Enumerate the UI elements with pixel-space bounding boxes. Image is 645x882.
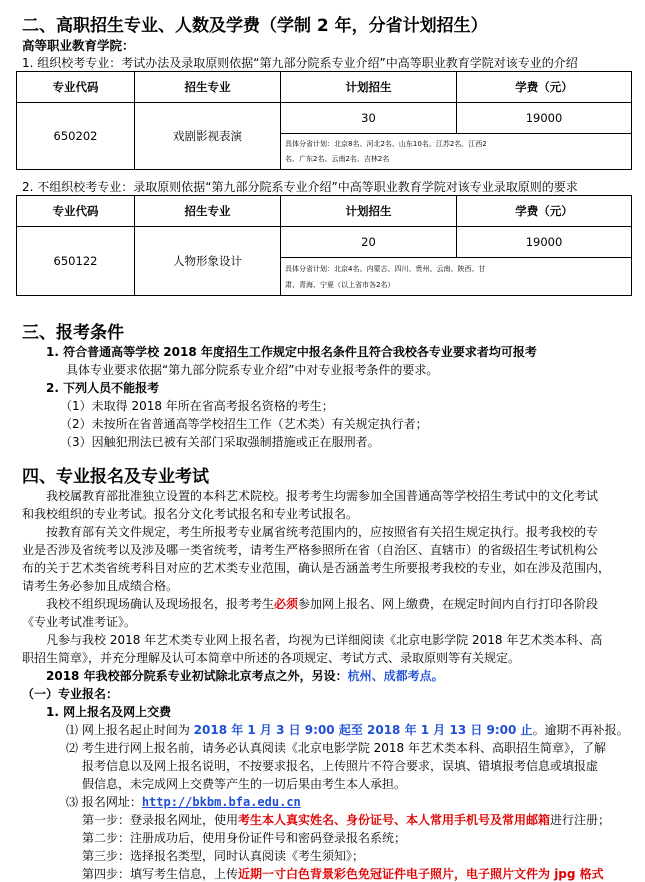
plan-table-1	[16, 71, 632, 170]
condition-2-c: （3）因触犯刑法已被有关部门采取强制措施或正在服刑者。	[60, 435, 380, 449]
header-major: 招生专业	[135, 196, 281, 227]
condition-1: 1. 符合普通高等学校 2018 年度招生工作规定中报名条件且符合我校各专业要求者均可报考	[46, 345, 537, 359]
condition-2-a: （1）未取得 2018 年所在省高考报名资格的考生；	[60, 399, 334, 413]
header-code: 专业代码	[17, 196, 135, 227]
paragraph-line: 《专业考试准考证》。	[22, 615, 137, 629]
paragraph-line: ⑵ 考生进行网上报名前，请务必认真阅读《北京电影学院 2018 年艺术类本科、高职招生简章》，了解	[66, 741, 606, 755]
paragraph-line: 职招生简章》，并充分理解及认可本简章中所述的各项规定、考试方式、录取原则等有关规定。	[22, 651, 521, 665]
plan-table-2	[16, 195, 632, 296]
paragraph-line: 请考生务必参加且成绩合格。	[22, 579, 179, 593]
paragraph-line: 我校属教育部批准独立设置的本科艺术院校。报考考生均需参加全国普通高等学校招生考试中的文化考试	[46, 489, 599, 503]
paragraph-line	[46, 595, 598, 612]
registration-url-link[interactable]: http://bkbm.bfa.edu.cn	[141, 795, 301, 809]
text: 第四步：填写考生信息，上传	[82, 867, 239, 881]
cell-province-plan	[281, 134, 632, 170]
text: ⑶ 报名网址：	[66, 795, 142, 809]
exam-site-note	[46, 667, 444, 684]
header-plan: 计划招生	[281, 196, 457, 227]
province-plan-line: 名、广东2名、云南2名、吉林2名	[285, 154, 390, 163]
cell-fee: 19000	[457, 103, 632, 134]
college-label: 高等职业教育学院：	[22, 38, 135, 53]
text: ⑴ 网上报名起止时间为	[66, 723, 194, 737]
condition-2-b: （2）未按所在省普通高等学校招生工作（艺术类）有关规定执行者；	[60, 417, 428, 431]
cell-province-plan	[281, 258, 632, 296]
cell-code: 650122	[17, 227, 135, 296]
header-fee: 学费（元）	[457, 72, 632, 103]
text: 进行注册；	[550, 813, 611, 827]
province-plan-line: 具体分省计划：北京8名、河北2名、山东10名、江苏2名、江西2	[285, 139, 487, 148]
paragraph-line: 和我校组织的专业考试。报名分文化考试报名和专业考试报名。	[22, 507, 359, 521]
paragraph-line: 布的关于艺术类省统考科目对应的艺术类专业范围，确认是否涵盖考生所要报考我校的专业，如在涉及范围内，	[22, 561, 611, 575]
paragraph-no-campus-exam: 2. 不组织校考专业：录取原则依据“第九部分院系专业介绍”中高等职业教育学院对该专业录取原则的要求	[22, 180, 578, 194]
cell-plan: 30	[281, 103, 457, 134]
step-3: 第三步：选择报名类型，同时认真阅读《考生须知》；	[82, 849, 365, 863]
cell-major: 戏剧影视表演	[135, 103, 281, 170]
cell-plan: 20	[281, 227, 457, 258]
province-plan-line: 具体分省计划：北京4名、内蒙古、四川、贵州、云南、陕西、甘	[285, 264, 486, 273]
step-4	[82, 865, 604, 882]
online-registration-heading: 1. 网上报名及网上交费	[46, 705, 172, 719]
header-plan: 计划招生	[281, 72, 457, 103]
paragraph-campus-exam: 1. 组织校考专业：考试办法及录取原则依据“第九部分院系专业介绍”中高等职业教育学院对该专业的介绍	[22, 56, 578, 70]
province-plan-line: 肃、青海、宁夏（以上省市各2名）	[285, 280, 395, 289]
text: 参加网上报名、网上缴费，在规定时间内自行打印各阶段	[298, 597, 599, 611]
header-code: 专业代码	[17, 72, 135, 103]
paragraph-line: 假信息，未完成网上交费等产生的一切后果由考生本人承担。	[82, 777, 407, 791]
header-major: 招生专业	[135, 72, 281, 103]
text: 。逾期不再补报。	[532, 723, 629, 737]
paragraph-line: 业是否涉及省统考以及涉及哪一类省统考，请考生严格参照所在省（自治区、直辖市）的省级招生考试机构公	[22, 543, 599, 557]
paragraph-line: 报考信息以及网上报名说明，不按要求报名，上传照片不符合要求，误填、错填报考信息或填报虚	[82, 759, 599, 773]
condition-2: 2. 下列人员不能报考	[46, 381, 160, 395]
step-1-emphasis: 考生本人真实姓名、身份证号、本人常用手机号及常用邮箱	[238, 813, 551, 827]
paragraph-line: 凡参与我校 2018 年艺术类专业网上报名者，均视为已详细阅读《北京电影学院 2018 年艺术类本科、高	[46, 633, 603, 647]
subsection-registration: （一）专业报名：	[22, 687, 119, 701]
condition-1-text: 具体专业要求依据“第九部分院系专业介绍”中对专业报考条件的要求。	[66, 363, 439, 377]
text: 2018 年我校部分院系专业初试除北京考点之外，另设：	[46, 669, 348, 683]
cell-fee: 19000	[457, 227, 632, 258]
registration-period: 2018 年 1 月 3 日 9:00 起至 2018 年 1 月 13 日 9:00 止	[193, 723, 533, 737]
text: 第一步：登录报名网址，使用	[82, 813, 239, 827]
extra-exam-sites: 杭州、成都考点。	[347, 669, 444, 683]
section-3-title: 三、报考条件	[22, 323, 124, 343]
section-4-title: 四、专业报名及专业考试	[22, 467, 209, 487]
header-fee: 学费（元）	[457, 196, 632, 227]
step-2: 第二步：注册成功后，使用身份证件号和密码登录报名系统；	[82, 831, 407, 845]
registration-time	[66, 721, 629, 738]
paragraph-line: 按教育部有关文件规定，考生所报考专业属省统考范围内的，应按照省有关招生规定执行。报考我校的专	[46, 525, 599, 539]
registration-url-line	[66, 793, 301, 810]
cell-major: 人物形象设计	[135, 227, 281, 296]
emphasis-must: 必须	[274, 597, 299, 611]
step-1	[82, 811, 610, 828]
step-4-emphasis: 近期一寸白色背景彩色免冠证件电子照片，电子照片文件为 jpg 格式	[238, 867, 604, 881]
text: 我校不组织现场确认及现场报名，报考考生	[46, 597, 275, 611]
section-2-title: 二、高职招生专业、人数及学费（学制 2 年，分省计划招生）	[22, 16, 488, 36]
cell-code: 650202	[17, 103, 135, 170]
